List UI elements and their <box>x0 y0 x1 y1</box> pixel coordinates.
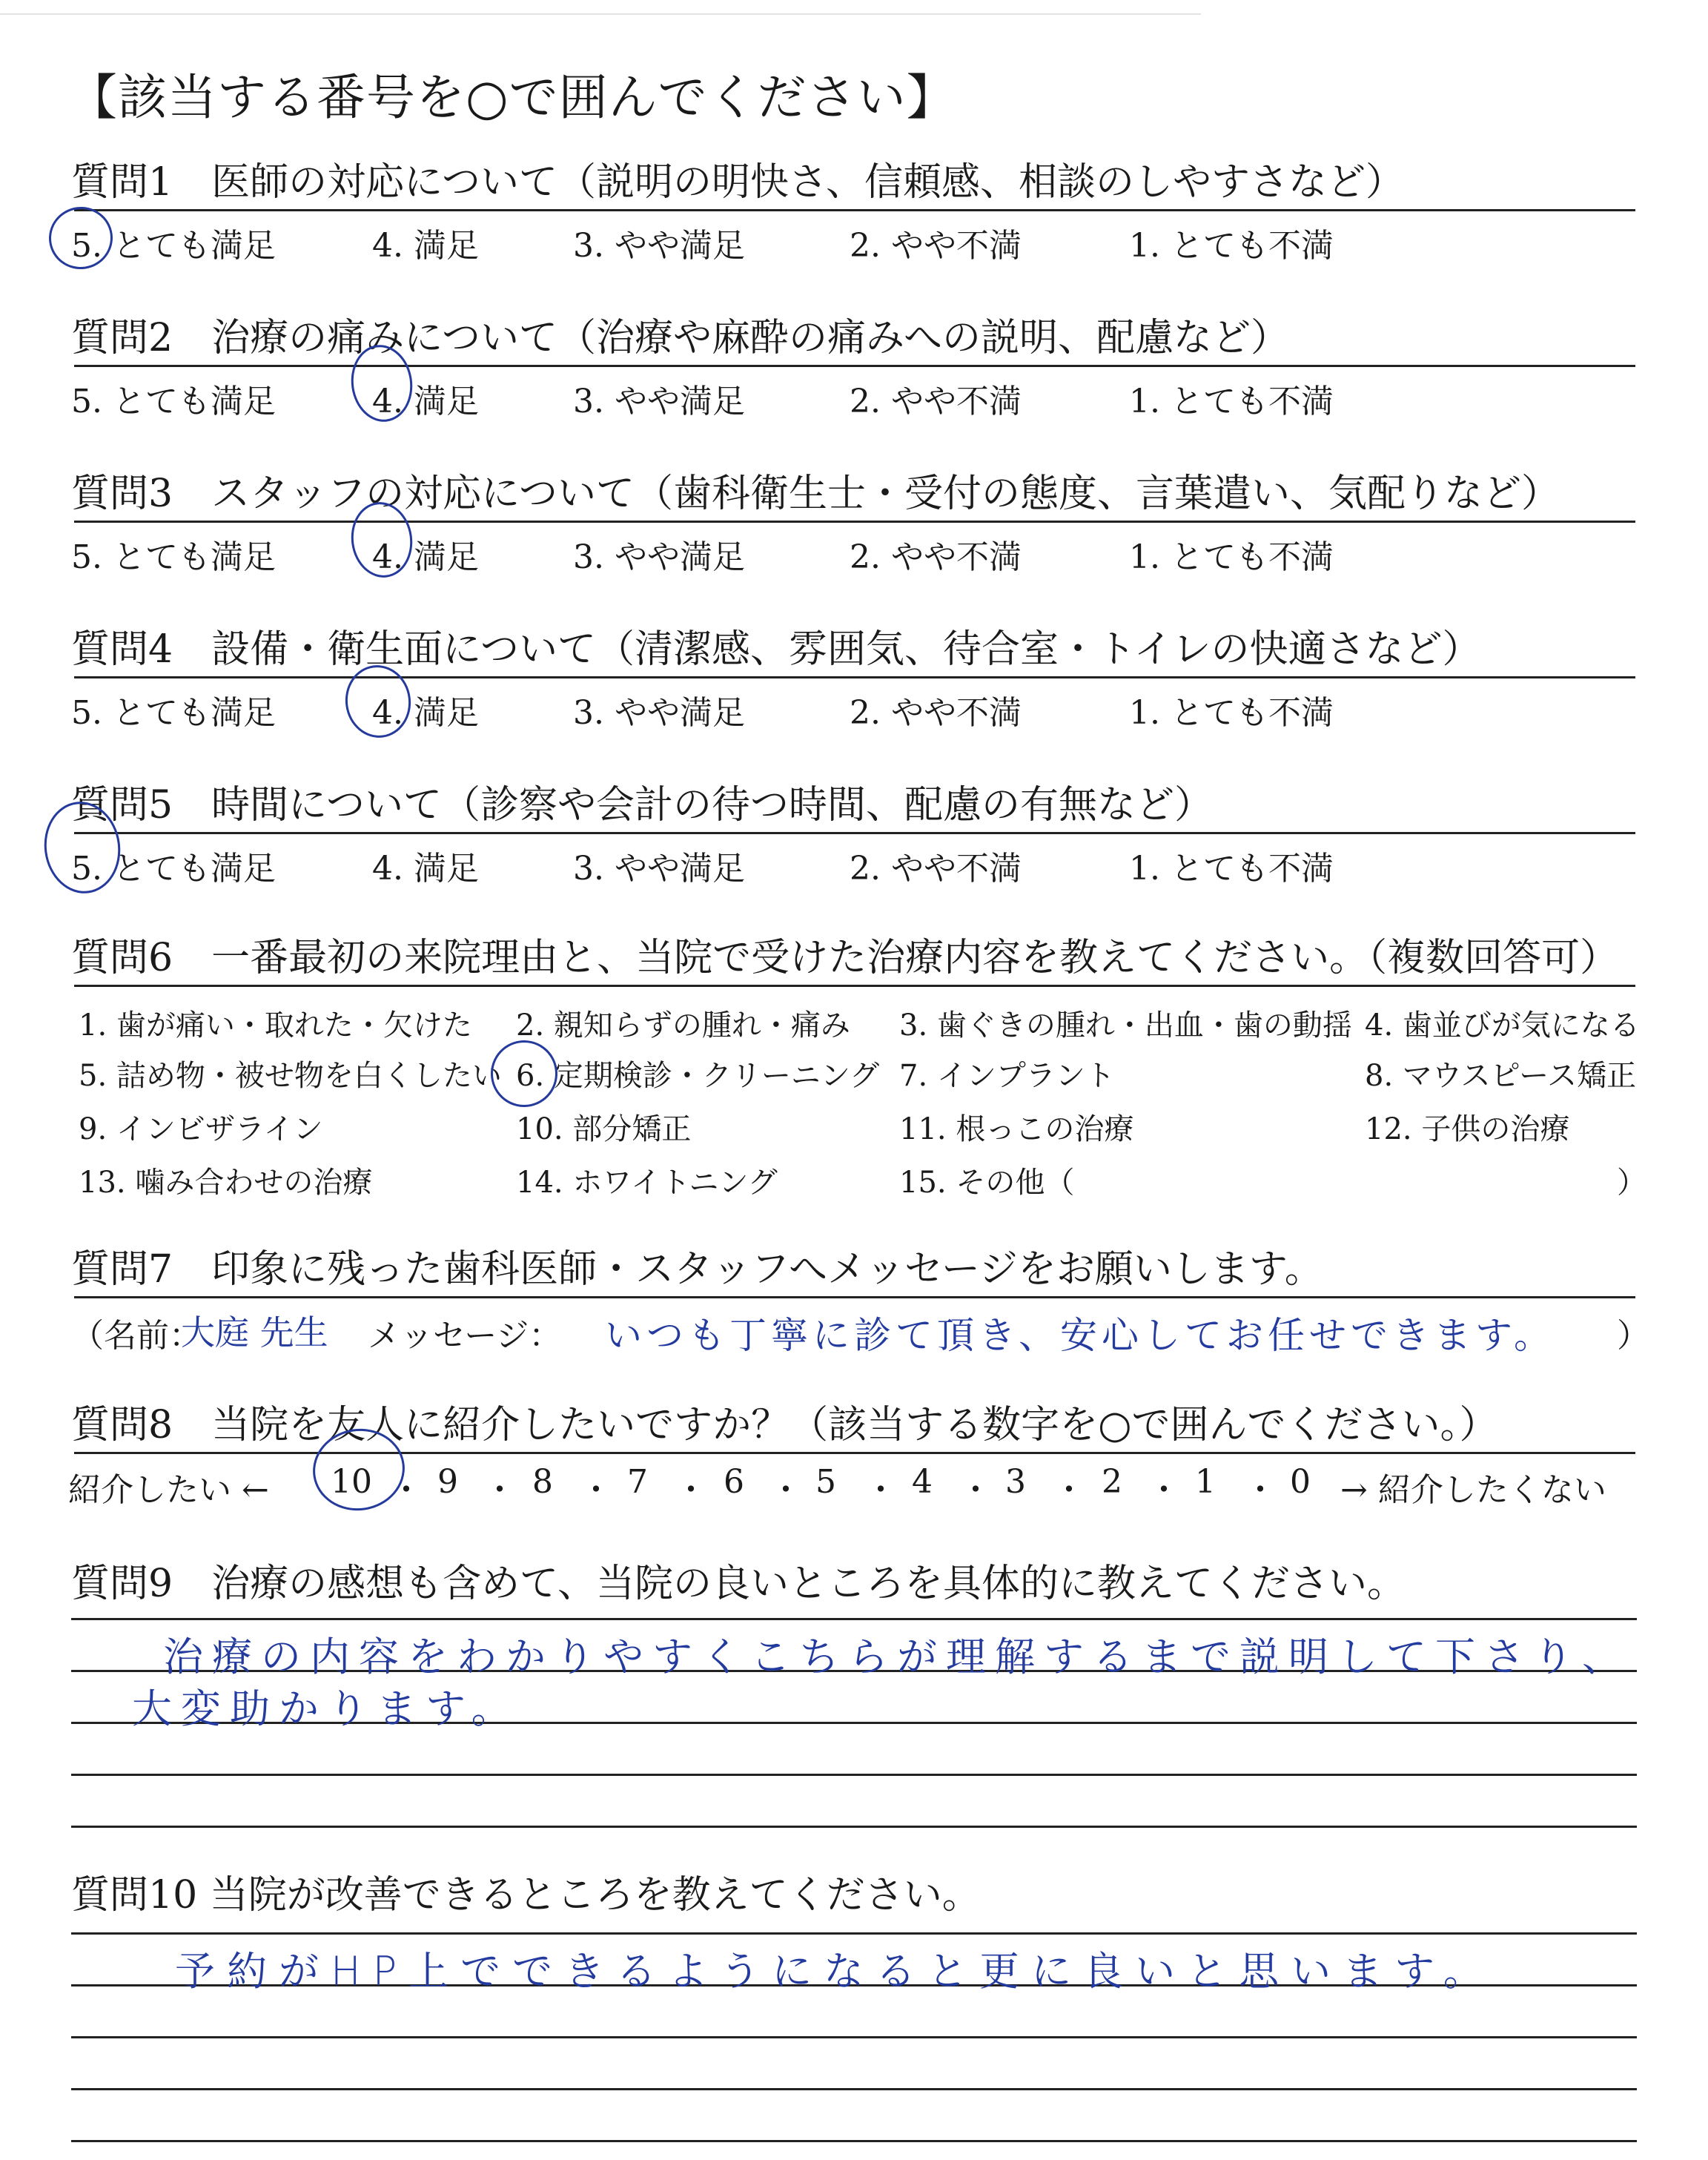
option-5[interactable]: 5. とても満足 <box>71 227 276 265</box>
option-1[interactable]: 1. とても不満 <box>1129 850 1334 888</box>
scale-dot: ・ <box>675 1471 707 1509</box>
scale-left-label: 紹介したい ← <box>68 1471 269 1509</box>
treatment-option[interactable]: 3. 歯ぐきの腫れ・出血・歯の動揺 <box>899 1008 1352 1043</box>
question-1-title: 質問1 医師の対応について（説明の明快さ、信頼感、相談のしやすさなど） <box>71 160 1404 205</box>
treatment-option[interactable]: 2. 親知らずの腫れ・痛み <box>516 1008 850 1043</box>
option-4[interactable]: 4. 満足 <box>372 850 479 888</box>
question-4 <box>71 623 1635 738</box>
scale-0[interactable]: 0 <box>1290 1463 1311 1501</box>
question-3 <box>71 467 1635 582</box>
option-4[interactable]: 4. 満足 <box>372 538 479 576</box>
scale-dot: ・ <box>580 1471 612 1509</box>
scale-dot: ・ <box>959 1471 992 1509</box>
rating-options <box>71 367 1635 426</box>
other-close-paren: ） <box>1617 1166 1646 1200</box>
question-9-title: 質問9 治療の感想も含めて、当院の良いところを具体的に教えてください。 <box>71 1562 1406 1606</box>
treatment-option[interactable]: 12. 子供の治療 <box>1365 1112 1570 1146</box>
option-1[interactable]: 1. とても不満 <box>1129 227 1334 265</box>
q10-answer-line-1[interactable]: 予約がHP上でできるようになると更に良いと思います。 <box>175 1948 1495 1995</box>
option-2[interactable]: 2. やや不満 <box>850 383 1022 420</box>
scale-9[interactable]: 9 <box>437 1463 458 1501</box>
answer-rule <box>71 1774 1637 1776</box>
answer-rule <box>71 2088 1637 2090</box>
option-2[interactable]: 2. やや不満 <box>850 227 1022 265</box>
scan-edge <box>0 13 1201 15</box>
recommend-scale <box>68 1454 1635 1513</box>
option-2[interactable]: 2. やや不満 <box>850 538 1022 576</box>
option-3[interactable]: 3. やや満足 <box>573 227 745 265</box>
scale-dot: ・ <box>769 1471 802 1509</box>
option-5[interactable]: 5. とても満足 <box>71 383 276 420</box>
rating-options <box>71 523 1635 582</box>
option-5[interactable]: 5. とても満足 <box>71 538 276 576</box>
question-8-title: 質問8 当院を友人に紹介したいですか？（該当する数字を○で囲んでください。） <box>71 1403 1498 1447</box>
message-value[interactable]: いつも丁寧に診て頂き、安心してお任せできます。 <box>605 1314 1555 1357</box>
treatment-option-other[interactable]: 15. その他（ <box>899 1166 1075 1200</box>
scale-4[interactable]: 4 <box>912 1463 933 1501</box>
treatment-option[interactable]: 5. 詰め物・被せ物を白くしたい <box>79 1059 502 1093</box>
question-4-title: 質問4 設備・衛生面について（清潔感、雰囲気、待合室・トイレの快適さなど） <box>71 627 1481 672</box>
question-6 <box>71 931 1646 1202</box>
treatment-option[interactable]: 14. ホワイトニング <box>516 1166 778 1200</box>
option-4[interactable]: 4. 満足 <box>372 694 479 732</box>
treatment-options <box>71 987 1646 1202</box>
treatment-option[interactable]: 8. マウスピース矯正 <box>1365 1059 1637 1093</box>
option-3[interactable]: 3. やや満足 <box>573 538 745 576</box>
treatment-option[interactable]: 6. 定期検診・クリーニング <box>516 1059 880 1093</box>
scale-right-label: → 紹介したくない <box>1340 1471 1606 1509</box>
option-3[interactable]: 3. やや満足 <box>573 850 745 888</box>
question-6-title: 質問6 一番最初の来院理由と、当院で受けた治療内容を教えてください。（複数回答可） <box>71 936 1619 980</box>
answer-rule <box>71 1826 1637 1828</box>
question-5 <box>71 779 1635 894</box>
scale-2[interactable]: 2 <box>1102 1463 1122 1501</box>
name-value[interactable]: 大庭 先生 <box>181 1312 328 1353</box>
option-1[interactable]: 1. とても不満 <box>1129 694 1334 732</box>
treatment-option[interactable]: 13. 噛み合わせの治療 <box>79 1166 373 1200</box>
option-3[interactable]: 3. やや満足 <box>573 694 745 732</box>
rating-options <box>71 211 1635 271</box>
question-5-title: 質問5 時間について（診察や会計の待つ時間、配慮の有無など） <box>71 783 1214 828</box>
scale-1[interactable]: 1 <box>1195 1463 1216 1501</box>
scale-7[interactable]: 7 <box>627 1463 648 1501</box>
scale-dot: ・ <box>1148 1471 1180 1509</box>
scale-5[interactable]: 5 <box>815 1463 836 1501</box>
q9-answer-line-2[interactable]: 大変助かります。 <box>132 1685 520 1732</box>
answer-rule <box>71 1932 1637 1935</box>
question-10 <box>71 1869 1635 1922</box>
scale-6[interactable]: 6 <box>724 1463 744 1501</box>
scale-dot: ・ <box>1244 1471 1277 1509</box>
question-7 <box>71 1243 1649 1358</box>
option-2[interactable]: 2. やや不満 <box>850 850 1022 888</box>
treatment-option[interactable]: 10. 部分矯正 <box>516 1112 692 1146</box>
treatment-option[interactable]: 9. インビザライン <box>79 1112 323 1146</box>
message-line <box>71 1298 1649 1358</box>
answer-rule <box>71 1618 1637 1620</box>
option-1[interactable]: 1. とても不満 <box>1129 538 1334 576</box>
option-4[interactable]: 4. 満足 <box>372 227 479 265</box>
option-1[interactable]: 1. とても不満 <box>1129 383 1334 420</box>
question-9 <box>71 1557 1635 1611</box>
scale-10[interactable]: 10 <box>331 1463 372 1501</box>
question-10-title: 質問10 当院が改善できるところを教えてください。 <box>71 1873 981 1918</box>
treatment-option[interactable]: 7. インプラント <box>899 1059 1115 1093</box>
answer-rule <box>71 2140 1637 2142</box>
option-5[interactable]: 5. とても満足 <box>71 694 276 732</box>
answer-rule <box>71 2036 1637 2038</box>
scale-dot: ・ <box>483 1471 516 1509</box>
scale-dot: ・ <box>1053 1471 1085 1509</box>
q9-answer-line-1[interactable]: 治療の内容をわかりやすくこちらが理解するまで説明して下さり、 <box>163 1634 1631 1680</box>
rating-options <box>71 678 1635 738</box>
scale-3[interactable]: 3 <box>1005 1463 1026 1501</box>
question-2-title: 質問2 治療の痛みについて（治療や麻酔の痛みへの説明、配慮など） <box>71 316 1290 360</box>
message-label: メッセージ： <box>368 1317 562 1355</box>
scale-dot: ・ <box>390 1471 423 1509</box>
option-3[interactable]: 3. やや満足 <box>573 383 745 420</box>
question-3-title: 質問3 スタッフの対応について（歯科衛生士・受付の態度、言葉遣い、気配りなど） <box>71 472 1560 516</box>
treatment-option[interactable]: 1. 歯が痛い・取れた・欠けた <box>79 1008 472 1043</box>
option-2[interactable]: 2. やや不満 <box>850 694 1022 732</box>
close-paren: ） <box>1617 1317 1649 1355</box>
option-5[interactable]: 5. とても満足 <box>71 850 276 888</box>
form-header: 【該当する番号を○で囲んでください】 <box>68 69 956 126</box>
selection-circle <box>486 1036 562 1112</box>
question-1 <box>71 156 1635 271</box>
option-4[interactable]: 4. 満足 <box>372 383 479 420</box>
treatment-option[interactable]: 4. 歯並びが気になる <box>1365 1008 1640 1043</box>
scale-dot: ・ <box>864 1471 897 1509</box>
name-label: （名前： <box>71 1317 202 1355</box>
treatment-option[interactable]: 11. 根っこの治療 <box>899 1112 1134 1146</box>
scale-8[interactable]: 8 <box>532 1463 553 1501</box>
question-2 <box>71 311 1635 426</box>
question-8 <box>68 1398 1635 1513</box>
rating-options <box>71 834 1635 894</box>
question-7-title: 質問7 印象に残った歯科医師・スタッフへメッセージをお願いします。 <box>71 1247 1323 1292</box>
